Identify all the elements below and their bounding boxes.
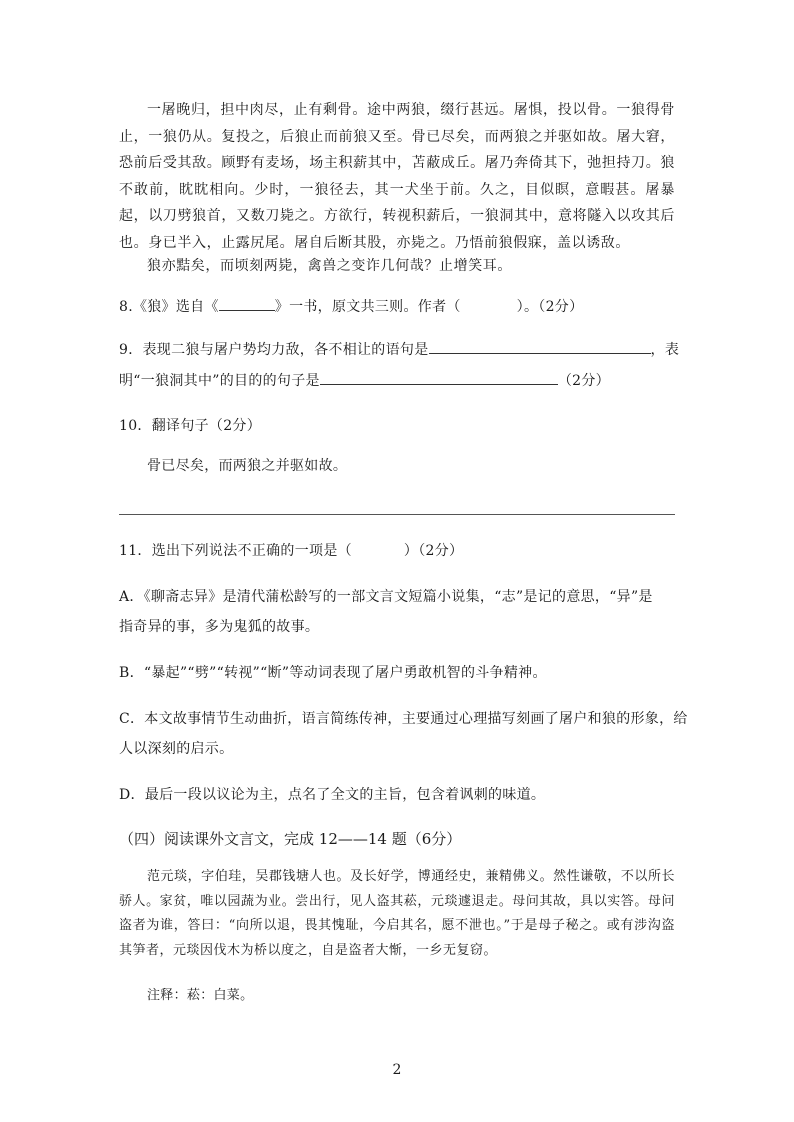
q9-text-d: （2分）: [557, 373, 610, 389]
q8-text-a: 8.《狼》选自《: [119, 299, 219, 315]
q8-text-c: ）。（2分）: [516, 299, 584, 315]
q11-option-d: D．最后一段以议论为主，点名了全文的主旨，包含着讽刺的味道。: [119, 787, 546, 803]
passage-paragraph-2: 狼亦黠矣，而顷刻两毙，禽兽之变诈几何哉？止增笑耳。: [147, 258, 512, 274]
q10-answer-line[interactable]: [119, 514, 675, 515]
q9-text-b: ，表: [650, 342, 680, 358]
section-4-note: 注释：菘：白菜。: [147, 988, 254, 1003]
q11-option-c-line-1: C．本文故事情节生动曲折，语言简练传神，主要通过心理描写刻画了屠户和狼的形象，给: [119, 711, 688, 727]
q9-blank-1[interactable]: [429, 337, 651, 354]
question-9-line-1: [119, 336, 679, 364]
q9-text-c: 明“一狼洞其中”的目的的句子是: [119, 373, 320, 389]
q9-text-a: 9．表现二狼与屠户势均力敌，各不相让的语句是: [119, 342, 429, 358]
q8-blank-author[interactable]: [461, 295, 517, 311]
q11-option-c-line-2: 人以深刻的启示。: [119, 741, 234, 757]
q11-text-a: 11．选出下列说法不正确的一项是（: [119, 543, 352, 559]
q11-option-a-line-1: A．《聊斋志异》是清代蒲松龄写的一部文言文短篇小说集，“志”是记的意思，“异”是: [119, 589, 653, 605]
question-8: [119, 293, 679, 321]
q9-blank-2[interactable]: [320, 368, 558, 385]
section-4-passage: 范元琰，字伯珪，吴郡钱塘人也。及长好学，博通经史，兼精佛义。然性谦敬，不以所长骄人。家贫，唯以园蔬为业。尝出行，见人盗其菘，元琰遽退走。母问其故，具以实答。母问盗者为谁，答曰：“向所以退，畏其愧耻，今启其名，愿不泄也。”于是母子秘之。或有涉沟盗其笋者，元琰因伐木为桥以度之，自是盗者大惭，一乡无复窃。: [119, 869, 675, 958]
question-10-title: 10．翻译句子（2分）: [119, 418, 262, 434]
section-4-heading: （四）阅读课外文言文，完成 12——14 题（6分）: [119, 830, 462, 848]
q11-option-a-line-2: 指奇异的事，多为鬼狐的故事。: [119, 619, 320, 635]
question-9-line-2: [119, 367, 679, 395]
q8-blank-book[interactable]: [219, 294, 275, 311]
q11-option-b: B．“暴起”“劈”“转视”“断”等动词表现了屠户勇敢机智的斗争精神。: [119, 665, 547, 681]
page-number: 2: [392, 1062, 402, 1078]
passage-paragraph-1: 一屠晚归，担中肉尽，止有剩骨。途中两狼，缀行甚远。屠惧，投以骨。一狼得骨止，一狼仍从。复投之，后狼止而前狼又至。骨已尽矣，而两狼之并驱如故。屠大窘，恐前后受其敌。顾野有麦场，场主积薪其中，苫蔽成丘。屠乃奔倚其下，弛担持刀。狼不敢前，眈眈相向。少时，一狼径去，其一犬坐于前。久之，目似瞑，意暇甚。屠暴起，以刀劈狼首，又数刀毙之。方欲行，转视积薪后，一狼洞其中，意将隧入以攻其后也。身已半入，止露尻尾。屠自后断其股，亦毙之。乃悟前狼假寐，盖以诱敌。: [119, 102, 675, 251]
question-11-title: [119, 537, 679, 565]
q8-text-b: 》一书，原文共三则。作者（: [274, 299, 461, 315]
question-10-sentence: 骨已尽矣，而两狼之并驱如故。: [147, 458, 348, 474]
q11-text-b: ）（2分）: [403, 543, 464, 559]
